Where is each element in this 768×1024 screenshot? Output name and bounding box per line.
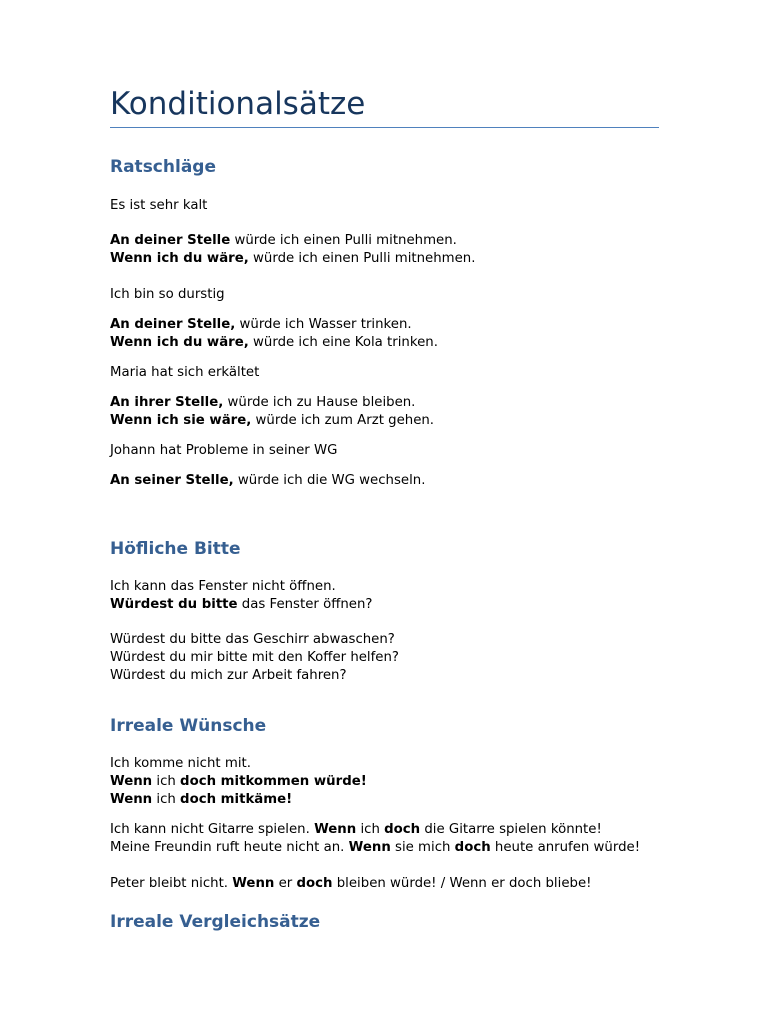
situation-text: Maria hat sich erkältet (110, 365, 260, 380)
advice-line: An deiner Stelle würde ich einen Pulli mitnehmen. (110, 233, 457, 248)
heading-hoefliche-bitte: Höfliche Bitte (110, 539, 241, 559)
wish-example: Peter bleibt nicht. Wenn er doch bleiben würde! / Wenn er doch bliebe! (110, 876, 592, 891)
wish-example: Ich kann nicht Gitarre spielen. Wenn ich doch die Gitarre spielen könnte! (110, 822, 602, 837)
wish-example: Meine Freundin ruft heute nicht an. Wenn sie mich doch heute anrufen würde! (110, 840, 641, 855)
heading-ratschlaege: Ratschläge (110, 157, 216, 177)
situation-text: Es ist sehr kalt (110, 198, 208, 213)
advice-line: An ihrer Stelle, würde ich zu Hause bleiben. (110, 395, 416, 410)
situation-text: Johann hat Probleme in seiner WG (110, 443, 338, 458)
advice-line: Wenn ich sie wäre, würde ich zum Arzt gehen. (110, 413, 435, 428)
wish-intro: Ich komme nicht mit. (110, 756, 251, 771)
wish-line: Wenn ich doch mitkommen würde! (110, 774, 367, 789)
advice-line: Wenn ich du wäre, würde ich eine Kola trinken. (110, 335, 438, 350)
advice-line: An seiner Stelle, würde ich die WG wechseln. (110, 473, 426, 488)
advice-line: An deiner Stelle, würde ich Wasser trinken. (110, 317, 412, 332)
title-underline (110, 127, 659, 128)
heading-irreale-wuensche: Irreale Wünsche (110, 716, 267, 736)
request-line: Würdest du mir bitte mit den Koffer helfen? (110, 650, 399, 665)
advice-line: Wenn ich du wäre, würde ich einen Pulli mitnehmen. (110, 251, 476, 266)
request-line: Würdest du bitte das Geschirr abwaschen? (110, 632, 395, 647)
request-intro: Ich kann das Fenster nicht öffnen. (110, 579, 336, 594)
situation-text: Ich bin so durstig (110, 287, 225, 302)
heading-irreale-vergleichsaetze: Irreale Vergleichsätze (110, 912, 321, 932)
request-example: Würdest du bitte das Fenster öffnen? (110, 597, 373, 612)
request-line: Würdest du mich zur Arbeit fahren? (110, 668, 347, 683)
wish-line: Wenn ich doch mitkäme! (110, 792, 293, 807)
page-title: Konditionalsätze (110, 86, 366, 122)
